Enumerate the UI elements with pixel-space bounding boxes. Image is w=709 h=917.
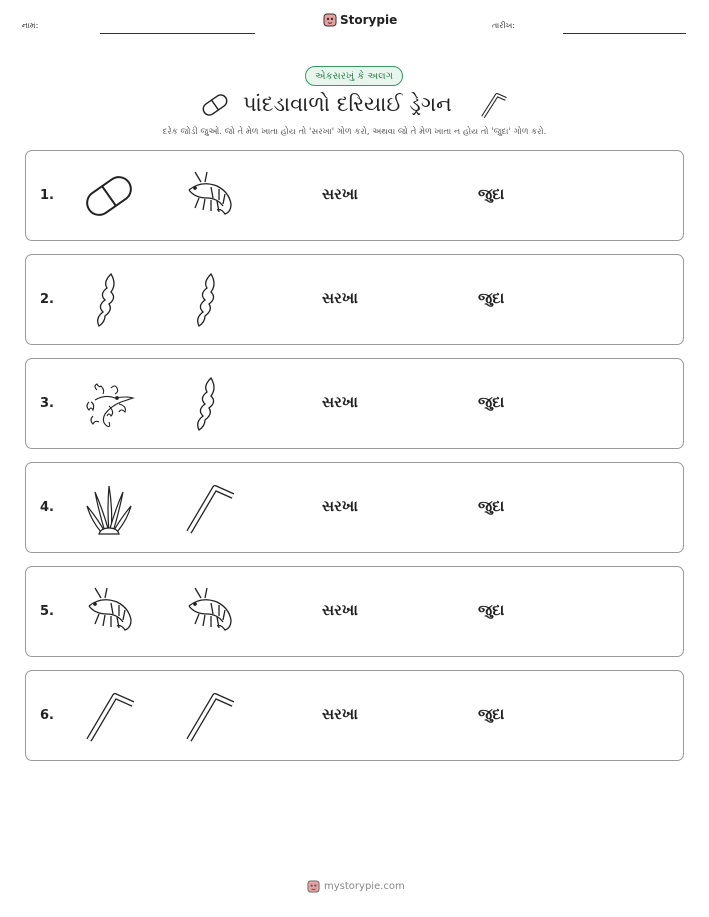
title-row — [0, 90, 709, 120]
question-row-3 — [25, 358, 684, 449]
same-option[interactable]: સરખા — [322, 497, 358, 515]
seaweed-icon — [181, 272, 237, 328]
straw-icon — [181, 688, 237, 744]
question-number: 3. — [40, 396, 54, 411]
shrimp-icon — [181, 584, 237, 640]
straw-icon — [479, 90, 509, 120]
mascot-icon — [307, 880, 320, 893]
shrimp-icon — [81, 584, 137, 640]
brand-name: Storypie — [340, 13, 398, 27]
question-number: 5. — [40, 604, 54, 619]
different-option[interactable]: જુદા — [478, 393, 505, 411]
same-option[interactable]: સરખા — [322, 185, 358, 203]
shrimp-icon — [181, 168, 237, 224]
question-row-4 — [25, 462, 684, 553]
question-row-5 — [25, 566, 684, 657]
same-option[interactable]: સરખા — [322, 601, 358, 619]
name-label: નામ: — [22, 21, 39, 30]
pill-icon — [81, 168, 137, 224]
question-number: 1. — [40, 188, 54, 203]
straw-icon — [81, 688, 137, 744]
different-option[interactable]: જુદા — [478, 185, 505, 203]
seaweed-icon — [181, 376, 237, 432]
instructions: દરેક જોડી જુઓ. જો તે મેળ ખાતા હોય તો 'સરખા' ગોળ કરો, અથવા જો તે મેળ ખાતા ન હોય તો 'જુદા' ગોળ કરો. — [162, 127, 547, 137]
footer — [307, 880, 405, 893]
seaweed-icon — [81, 272, 137, 328]
date-label: તારીખ: — [492, 21, 515, 30]
leafy-sea-dragon-icon — [81, 376, 137, 432]
different-option[interactable]: જુદા — [478, 705, 505, 723]
straw-icon — [181, 480, 237, 536]
date-line[interactable] — [563, 33, 686, 34]
different-option[interactable]: જુદા — [478, 497, 505, 515]
mascot-icon — [323, 13, 337, 27]
footer-url[interactable]: mystorypie.com — [324, 881, 405, 892]
page-title: પાંદડાવાળો દરિયાઈ ડ્રેગન — [243, 92, 452, 116]
coral-icon — [81, 480, 137, 536]
same-option[interactable]: સરખા — [322, 289, 358, 307]
question-row-6 — [25, 670, 684, 761]
different-option[interactable]: જુદા — [478, 289, 505, 307]
question-row-1 — [25, 150, 684, 241]
worksheet-type-badge: એકસરખું કે અલગ — [305, 66, 403, 86]
same-option[interactable]: સરખા — [322, 393, 358, 411]
different-option[interactable]: જુદા — [478, 601, 505, 619]
name-line[interactable] — [100, 33, 255, 34]
question-number: 6. — [40, 708, 54, 723]
question-row-2 — [25, 254, 684, 345]
same-option[interactable]: સરખા — [322, 705, 358, 723]
question-number: 4. — [40, 500, 54, 515]
question-number: 2. — [40, 292, 54, 307]
storypie-logo — [323, 13, 397, 27]
pill-icon — [200, 92, 230, 118]
